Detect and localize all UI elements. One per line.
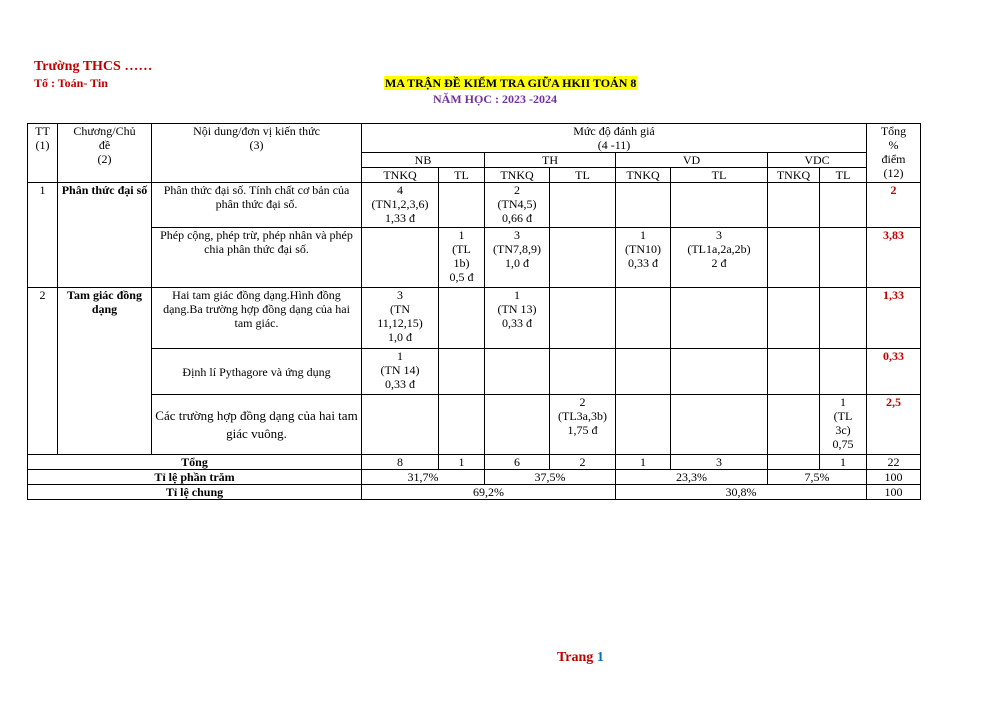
percent-cell: 37,5%: [485, 470, 616, 485]
sum-label: Tổng: [28, 455, 362, 470]
table-row: [28, 395, 921, 455]
page-number: [557, 650, 604, 666]
matrix-cell: [820, 228, 867, 288]
common-label: Tỉ lệ chung: [28, 485, 362, 500]
matrix-cell: 1 (TL 1b) 0,5 đ: [439, 228, 485, 288]
chapter-name: Phân thức đại số: [58, 183, 152, 288]
matrix-cell: [768, 183, 820, 228]
document-title: MA TRẬN ĐỀ KIỂM TRA GIỮA HKII TOÁN 8: [385, 76, 637, 90]
content-cell: Phép cộng, phép trừ, phép nhân và phép chia phân thức đại số.: [152, 228, 362, 288]
matrix-cell: [768, 395, 820, 455]
matrix-cell: [768, 288, 820, 349]
subheader: TL: [820, 168, 867, 183]
header-row-1: [28, 124, 921, 153]
matrix-cell: 1 (TN 14) 0,33 đ: [362, 349, 439, 395]
matrix-cell: 4 (TN1,2,3,6) 1,33 đ: [362, 183, 439, 228]
row-total: 2: [867, 183, 921, 228]
matrix-cell: [616, 183, 671, 228]
sum-cell: 1: [439, 455, 485, 470]
matrix-cell: [439, 395, 485, 455]
row-total: 0,33: [867, 349, 921, 395]
sum-cell: 3: [671, 455, 768, 470]
percent-row: [28, 470, 921, 485]
matrix-cell: [820, 288, 867, 349]
percent-cell: 7,5%: [768, 470, 867, 485]
subheader: TNKQ: [616, 168, 671, 183]
table-row: [28, 228, 921, 288]
chapter-number: 1: [28, 183, 58, 288]
department-name: Tổ : Toán- Tin: [34, 76, 108, 90]
matrix-cell: [768, 349, 820, 395]
content-cell: Hai tam giác đồng dạng.Hình đồng dạng.Ba trường hợp đồng dạng của hai tam giác.: [152, 288, 362, 349]
matrix-cell: [671, 349, 768, 395]
percent-total: 100: [867, 470, 921, 485]
subheader: TNKQ: [768, 168, 820, 183]
total-header: Tổng % điểm (12): [867, 124, 921, 183]
matrix-cell: [820, 183, 867, 228]
content-header: Nội dung/đơn vị kiến thức (3): [152, 124, 362, 183]
subheader: TNKQ: [362, 168, 439, 183]
subheader: TL: [671, 168, 768, 183]
subheader: TL: [439, 168, 485, 183]
content-cell: Định lí Pythagore và ứng dụng: [152, 349, 362, 395]
sum-cell: 6: [485, 455, 550, 470]
matrix-cell: [671, 183, 768, 228]
common-total: 100: [867, 485, 921, 500]
row-total: 1,33: [867, 288, 921, 349]
percent-label: Tỉ lệ phần trăm: [28, 470, 362, 485]
matrix-cell: 3 (TL1a,2a,2b) 2 đ: [671, 228, 768, 288]
chapter-number: 2: [28, 288, 58, 455]
matrix-cell: 3 (TN 11,12,15) 1,0 đ: [362, 288, 439, 349]
tt-header: TT (1): [28, 124, 58, 183]
common-cell: 69,2%: [362, 485, 616, 500]
matrix-cell: [671, 395, 768, 455]
content-cell: Phân thức đại số. Tính chất cơ bản của phân thức đại số.: [152, 183, 362, 228]
percent-cell: 31,7%: [362, 470, 485, 485]
matrix-cell: [550, 288, 616, 349]
matrix-cell: [485, 395, 550, 455]
matrix-cell: [550, 349, 616, 395]
matrix-cell: [550, 183, 616, 228]
table-row: [28, 349, 921, 395]
subheader: TNKQ: [485, 168, 550, 183]
matrix-cell: [671, 288, 768, 349]
chapter-name: Tam giác đồng dạng: [58, 288, 152, 455]
sum-cell: 2: [550, 455, 616, 470]
sum-cell: 1: [616, 455, 671, 470]
matrix-cell: [439, 183, 485, 228]
group-header-vd: VD: [616, 153, 768, 168]
row-total: 3,83: [867, 228, 921, 288]
level-header: Mức độ đánh giá (4 -11): [362, 124, 867, 153]
sum-total: 22: [867, 455, 921, 470]
matrix-cell: [362, 228, 439, 288]
matrix-cell: [485, 349, 550, 395]
sum-cell: 1: [820, 455, 867, 470]
matrix-cell: [439, 288, 485, 349]
table-row: [28, 183, 921, 228]
row-total: 2,5: [867, 395, 921, 455]
sum-cell: [768, 455, 820, 470]
page-label: Trang: [557, 650, 594, 665]
matrix-cell: 2 (TL3a,3b) 1,75 đ: [550, 395, 616, 455]
matrix-cell: [439, 349, 485, 395]
common-cell: 30,8%: [616, 485, 867, 500]
sum-row: [28, 455, 921, 470]
common-row: [28, 485, 921, 500]
group-header-th: TH: [485, 153, 616, 168]
content-cell: Các trường hợp đồng dạng của hai tam giác vuông.: [152, 395, 362, 455]
matrix-cell: [616, 395, 671, 455]
matrix-cell: [820, 349, 867, 395]
school-year: NĂM HỌC : 2023 -2024: [433, 92, 557, 106]
table-row: [28, 288, 921, 349]
group-header-vdc: VDC: [768, 153, 867, 168]
matrix-cell: [616, 349, 671, 395]
matrix-cell: 1 (TN10) 0,33 đ: [616, 228, 671, 288]
sum-cell: 8: [362, 455, 439, 470]
chapter-header: Chương/Chủ đề (2): [58, 124, 152, 183]
matrix-cell: 2 (TN4,5) 0,66 đ: [485, 183, 550, 228]
matrix-cell: 3 (TN7,8,9) 1,0 đ: [485, 228, 550, 288]
matrix-cell: [362, 395, 439, 455]
matrix-cell: [616, 288, 671, 349]
group-header-nb: NB: [362, 153, 485, 168]
page-number-value: 1: [596, 650, 604, 665]
matrix-cell: [768, 228, 820, 288]
assessment-matrix-table: [27, 123, 921, 500]
matrix-cell: [550, 228, 616, 288]
matrix-cell: 1 (TL 3c) 0,75: [820, 395, 867, 455]
subheader: TL: [550, 168, 616, 183]
school-name: Trường THCS ……: [34, 59, 153, 74]
percent-cell: 23,3%: [616, 470, 768, 485]
matrix-cell: 1 (TN 13) 0,33 đ: [485, 288, 550, 349]
